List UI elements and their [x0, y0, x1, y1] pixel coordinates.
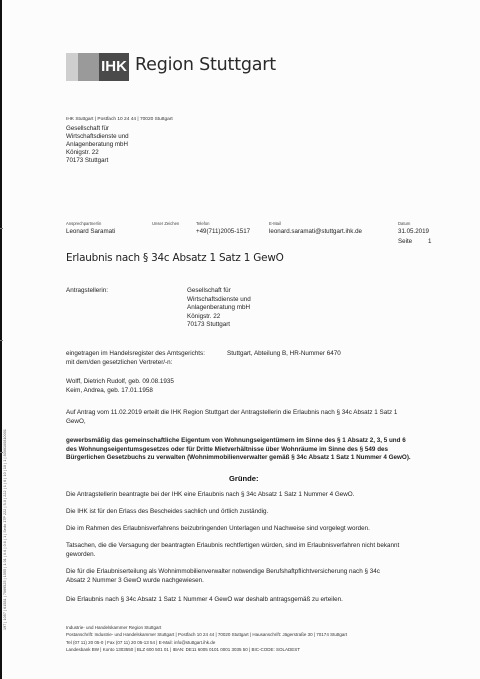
business-line: Bürgerlichen Gesetzbuchs zu verwalten (Wohnimmobilienverwalter gemäß § 34c Absatz 1 Satz 1 Nummer 4 GewO).	[66, 454, 411, 462]
recipient-address	[66, 125, 129, 165]
applicant-label: Antragstellerin:	[66, 287, 108, 294]
footer-line: Landesbank BW | Konto 1303550 | BLZ 600 501 01 | IBAN: DE11 6005 0101 0001 3035 50 | BIC-CODE: SOLADEST	[66, 647, 300, 653]
decision-line: GewO,	[66, 417, 86, 425]
subject-line: Erlaubnis nach § 34c Absatz 1 Satz 1 GewO	[66, 252, 284, 264]
punch-mark	[0, 340, 3, 341]
business-line: gewerbsmäßig das gemeinschaftliche Eigentum von Wohnungseigentümern im Sinne des § 1 Absatz 2, 3, 5 und 6	[66, 437, 406, 444]
applicant-line: Gesellschaft für	[187, 287, 231, 294]
recipient-line: Wirtschaftsdienste und	[66, 133, 129, 140]
grounds-heading: Gründe:	[229, 474, 259, 483]
footer-line: Postanschrift: Industrie- und Handelskammer Stuttgart | Postfach 10 24 44 | 70020 Stuttgart | Hausanschrift: Jägerstraße 30 | 70174 Stuttgart	[66, 632, 348, 638]
contact-value: Leonard Saramati	[66, 228, 116, 235]
date-label: Datum	[398, 221, 411, 226]
scan-code: 197 | 1057 | 61581 | 7069525 | 1555 | 1.01 | 0.6 | 0.6 | 1 | Sedo 17P 222 | 5-0 | 222 | 1 | 6 | 10 | 10 | 1 | 8000100810001	[3, 429, 7, 630]
reason-line: geworden.	[66, 550, 96, 558]
register-label-line: eingetragen im Handelsregister des Amtsgerichts:	[66, 350, 205, 357]
business-scope	[66, 437, 450, 463]
our-ref-label: Unser Zeichen	[152, 221, 180, 226]
fold-mark	[0, 228, 3, 229]
phone-value: +49(711)2005-1517	[196, 228, 251, 235]
reason: Die im Rahmen des Erlaubnisverfahrens beizubringenden Unterlagen und Nachweise sind vorgelegt worden.	[66, 525, 370, 532]
register-value: Stuttgart, Abteilung B, HR-Nummer 6470	[227, 350, 341, 357]
representative: Keim, Andrea, geb. 17.01.1958	[66, 386, 153, 394]
page-number: 1	[428, 238, 432, 245]
email-value: leonard.saramati@stuttgart.ihk.de	[269, 228, 362, 235]
representative: Wolff, Dietrich Rudolf, geb. 09.08.1935	[66, 378, 174, 385]
email-label: E-Mail	[269, 221, 281, 226]
footer-line: Tel (07 11) 20 05-0 | Fax (07 11) 20 05-13 54 | E-Mail: info@stuttgart.ihk.de	[66, 639, 216, 645]
representatives	[66, 378, 174, 395]
footer	[66, 624, 466, 654]
recipient-line: Königstr. 22	[66, 149, 99, 156]
phone-label: Telefon	[196, 221, 210, 226]
reason: Die IHK ist für den Erlass des Bescheides sachlich und örtlich zuständig.	[66, 508, 269, 515]
applicant-line: Wirtschaftsdienste und	[187, 295, 251, 303]
decision-line: Auf Antrag vom 11.02.2019 erteilt die IHK Region Stuttgart der Antragstellerin die Erlaubnis nach § 34c Absatz 1 Satz 1	[66, 409, 398, 416]
logo-region-text: Region Stuttgart	[135, 55, 276, 75]
register-label-line: mit dem/den gesetzlichen Vertreter/-n:	[66, 358, 173, 366]
applicant-line: Anlagenberatung mbH	[187, 304, 251, 312]
logo-ihk-text: IHK	[99, 53, 129, 81]
page-label: Seite	[398, 238, 413, 245]
reason-line: Absatz 2 Nummer 3 GewO wurde nachgewiesen.	[66, 576, 204, 584]
register-label	[66, 350, 205, 367]
reason-line: Tatsachen, die die Versagung der beantragten Erlaubnis rechtfertigen würden, sind im Erlaubnisverfahren nicht bekannt	[66, 542, 400, 549]
footer-line: Industrie- und Handelskammer Region Stuttgart	[66, 625, 162, 630]
recipient-line: 70173 Stuttgart	[66, 157, 109, 164]
contact-label: Ansprechpartner/in	[66, 221, 102, 226]
business-line: des Wohnungseigentumsgesetzes oder für Dritte Mietverhältnisse über Wohnräume im Sinne des § 549 des	[66, 445, 389, 453]
reason: Die Antragstellerin beantragte bei der IHK eine Erlaubnis nach § 34c Absatz 1 Satz 1 Nummer 4 GewO.	[66, 491, 355, 498]
date-value: 31.05.2019	[398, 228, 429, 235]
decision-paragraph	[66, 409, 446, 426]
reason	[66, 568, 450, 585]
recipient-line: Gesellschaft für	[66, 125, 109, 132]
sender-line: IHK Stuttgart | Postfach 10 24 44 | 70020 Stuttgart	[66, 117, 173, 122]
reason-line: Die für die Erlaubniserteilung als Wohnimmobilienverwalter notwendige Berufshaftpflichtversicherung nach § 34c	[66, 568, 380, 575]
logo-graphic	[66, 53, 99, 81]
recipient-line: Anlagenberatung mbH	[66, 141, 128, 148]
applicant-line: 70173 Stuttgart	[187, 321, 231, 329]
reason: Die Erlaubnis nach § 34c Absatz 1 Satz 1 Nummer 4 GewO war deshalb antragsgemäß zu erteilen.	[66, 596, 343, 603]
applicant-address	[187, 287, 251, 330]
applicant-line: Königstr. 22	[187, 312, 221, 320]
ihk-logo	[66, 53, 99, 81]
reason	[66, 542, 450, 559]
